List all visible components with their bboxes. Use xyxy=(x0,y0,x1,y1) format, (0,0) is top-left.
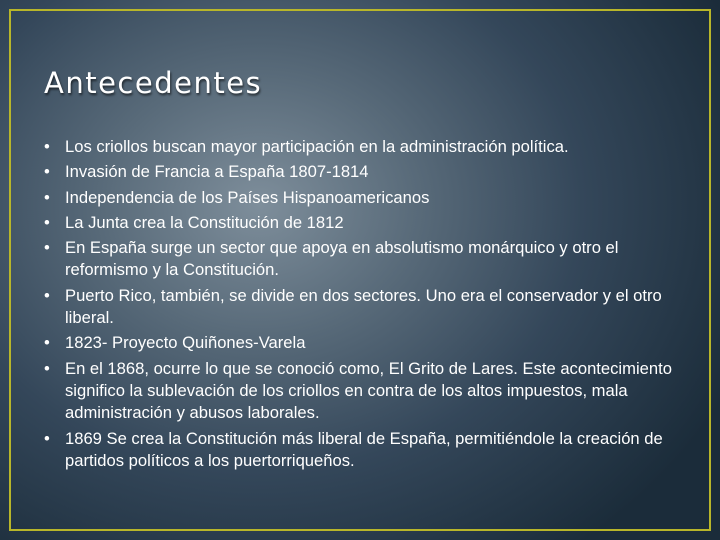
bullet-text: En el 1868, ocurre lo que se conoció como, El Grito de Lares. Este acontecimiento significo la sublevación de los criollos en contra de los altos impuestos, mala administración y abusos laborales. xyxy=(65,358,672,423)
bullet-text: Los criollos buscan mayor participación en la administración política. xyxy=(65,137,569,156)
list-item xyxy=(44,332,684,354)
list-item xyxy=(44,237,684,282)
bullet-text: 1823- Proyecto Quiñones-Varela xyxy=(65,333,306,353)
bullet-marker: • xyxy=(44,187,50,207)
bullet-marker: • xyxy=(44,137,50,156)
list-item xyxy=(44,358,684,425)
bullet-marker: • xyxy=(44,333,50,353)
list-item xyxy=(44,428,684,473)
bullet-marker: • xyxy=(44,238,50,258)
bullet-text: Independencia de los Países Hispanoamericanos xyxy=(65,187,430,207)
list-item xyxy=(44,161,684,183)
bullet-marker: • xyxy=(44,358,50,378)
bullet-list xyxy=(44,136,684,475)
slide-title: Antecedentes xyxy=(44,66,263,100)
bullet-text: Invasión de Francia a España 1807-1814 xyxy=(65,162,369,182)
bullet-marker: • xyxy=(44,212,50,232)
bullet-text: En España surge un sector que apoya en absolutismo monárquico y otro el reformismo y la Constitución. xyxy=(65,238,619,280)
list-item xyxy=(44,187,684,209)
bullet-marker: • xyxy=(44,162,50,182)
bullet-marker: • xyxy=(44,428,50,448)
bullet-text: Puerto Rico, también, se divide en dos sectores. Uno era el conservador y el otro liberal. xyxy=(65,285,662,328)
bullet-text: La Junta crea la Constitución de 1812 xyxy=(65,212,344,232)
list-item xyxy=(44,136,684,158)
list-item xyxy=(44,285,684,330)
bullet-marker: • xyxy=(44,285,50,305)
list-item xyxy=(44,212,684,234)
bullet-text: 1869 Se crea la Constitución más liberal de España, permitiéndole la creación de partidos políticos a los puertorriqueños. xyxy=(65,428,663,470)
